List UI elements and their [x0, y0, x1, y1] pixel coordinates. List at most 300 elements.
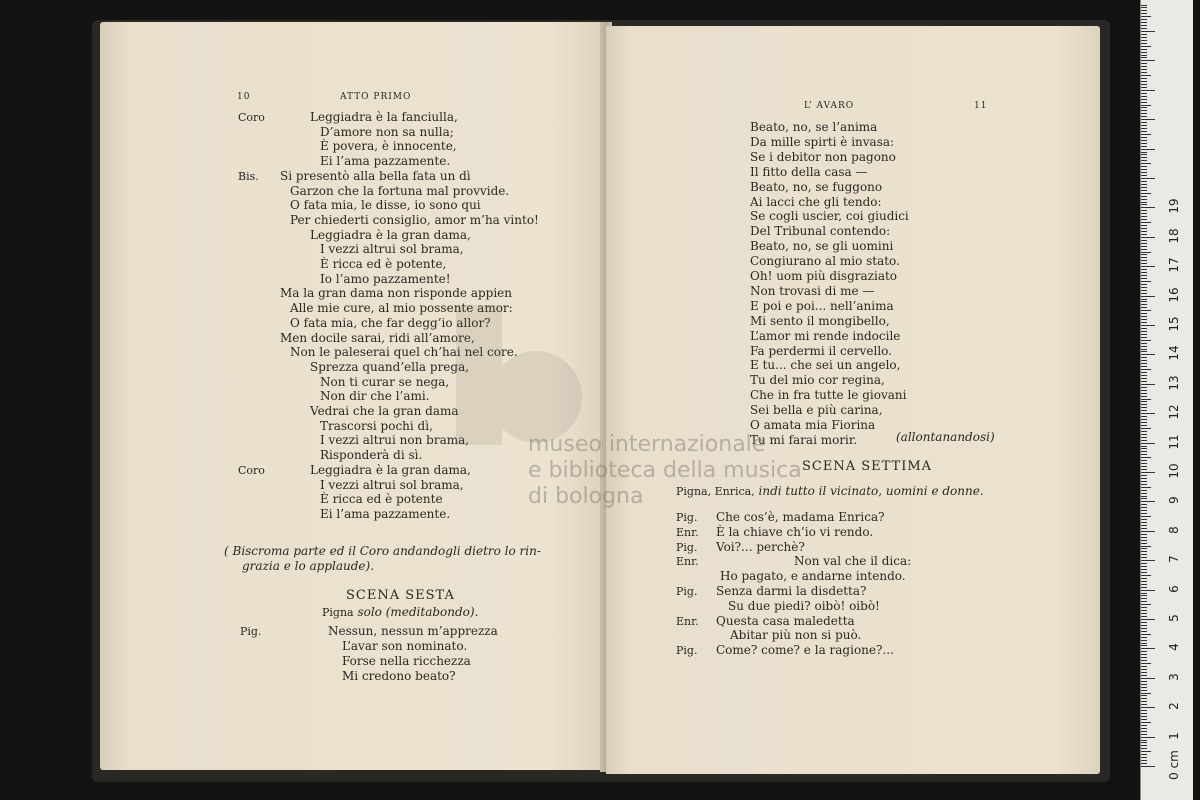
dialogue-line: Questa casa maledetta [716, 613, 855, 628]
ruler-tick [1141, 401, 1147, 402]
ruler-tick [1141, 490, 1147, 491]
dialogue-line: Come? come? e la ragione?... [716, 643, 894, 658]
ruler-tick [1141, 263, 1147, 264]
ruler-tick [1141, 725, 1147, 726]
verse-line: Per chiederti consiglio, amor m’ha vinto! [290, 212, 539, 227]
ruler-tick [1141, 487, 1151, 488]
ruler-tick [1141, 369, 1151, 370]
ruler-tick [1141, 281, 1151, 282]
dialogue-line: Che cos’è, madama Enrica? [716, 510, 885, 524]
ruler-tick [1141, 472, 1155, 473]
verse-line: È ricca ed è potente, [320, 257, 447, 271]
verse-line: Ma la gran dama non risponde appien [280, 286, 513, 301]
ruler-tick [1141, 466, 1147, 467]
ruler-tick [1141, 681, 1147, 682]
speaker-label: Coro [238, 111, 265, 124]
ruler-tick [1141, 590, 1155, 591]
ruler-tick [1141, 669, 1147, 670]
verse-line: Si presentò alla bella fata un dì [280, 168, 471, 183]
ruler-tick [1141, 13, 1147, 14]
ruler-tick [1141, 310, 1151, 311]
ruler-tick [1141, 22, 1147, 23]
ruler-tick [1141, 128, 1147, 129]
verse-line: Leggiadra è la fanciulla, [310, 110, 458, 124]
verse-line: Mi sento il mongibello, [750, 313, 890, 328]
ruler-number: 2 [1167, 702, 1181, 711]
stage-direction: ( Biscroma parte ed il Coro andandogli dietro lo rin- [224, 544, 541, 558]
ruler-tick [1141, 437, 1147, 438]
ruler-tick [1141, 40, 1147, 41]
ruler-tick [1141, 634, 1151, 635]
ruler-tick [1141, 528, 1147, 529]
ruler-tick [1141, 584, 1147, 585]
ruler-tick [1141, 49, 1147, 50]
verse-line: E poi e poi... nell’anima [750, 298, 894, 313]
verse-line: Del Tribunal contendo: [750, 224, 891, 239]
ruler-tick [1141, 431, 1147, 432]
ruler-tick [1141, 63, 1147, 64]
ruler-number: 17 [1167, 257, 1181, 273]
dialogue-line: Non val che il dica: [794, 554, 912, 569]
ruler-tick [1141, 207, 1155, 208]
ruler-tick [1141, 548, 1147, 549]
ruler-tick [1141, 360, 1147, 361]
verse-line: Io l’amo pazzamente! [320, 271, 451, 286]
verse-line: Se i debitor non pagono [750, 149, 896, 164]
ruler-tick [1141, 481, 1147, 482]
ruler-tick [1141, 551, 1147, 552]
ruler-tick [1141, 463, 1147, 464]
verse-line: Non ti curar se nega, [320, 374, 450, 389]
ruler-tick [1141, 469, 1147, 470]
ruler-tick [1141, 554, 1147, 555]
ruler-tick [1141, 110, 1147, 111]
dialogue-line: Mi credono beato? [342, 669, 456, 683]
ruler-tick [1141, 16, 1151, 17]
verse-line: Tu mi farai morir. [750, 432, 858, 447]
ruler-tick [1141, 90, 1155, 91]
ruler-tick [1141, 213, 1147, 214]
ruler-tick [1141, 366, 1147, 367]
stage-direction-allontanandosi: (allontanandosi) [896, 430, 995, 444]
ruler-tick [1141, 695, 1147, 696]
ruler-tick [1141, 184, 1147, 185]
ruler-tick [1141, 69, 1147, 70]
ruler-tick [1141, 581, 1147, 582]
ruler-tick [1141, 240, 1147, 241]
ruler-tick [1141, 716, 1147, 717]
dialogue-line: Voi?... perchè? [716, 539, 805, 554]
ruler-tick [1141, 710, 1147, 711]
ruler-tick [1141, 202, 1147, 203]
ruler-tick [1141, 454, 1147, 455]
ruler-tick [1141, 522, 1147, 523]
scene-title-settima: SCENA SETTIMA [802, 459, 933, 474]
ruler-tick [1141, 337, 1147, 338]
ruler-tick [1141, 357, 1147, 358]
ruler-tick [1141, 493, 1147, 494]
ruler-number: 4 [1167, 643, 1181, 652]
ruler-tick [1141, 237, 1155, 238]
speaker-label: Bis. [238, 169, 259, 183]
speaker-label: Pig. [676, 644, 698, 658]
ruler-tick [1141, 534, 1147, 535]
ruler-tick [1141, 57, 1147, 58]
ruler-number: 11 [1167, 433, 1181, 450]
ruler-tick [1141, 125, 1147, 126]
verse-line: Vedrai che la gran dama [310, 404, 459, 418]
ruler-tick [1141, 496, 1147, 497]
ruler-tick [1141, 390, 1147, 391]
ruler-tick [1141, 290, 1147, 291]
ruler-tick [1141, 566, 1147, 567]
ruler-tick [1141, 607, 1147, 608]
ruler-unit-label: 0 cm [1167, 750, 1181, 780]
ruler-number: 8 [1167, 525, 1181, 534]
ruler-number: 19 [1167, 198, 1181, 215]
ruler-tick [1141, 631, 1147, 632]
ruler-tick [1141, 372, 1147, 373]
ruler-tick [1141, 225, 1147, 226]
ruler-tick [1141, 637, 1147, 638]
ruler-tick [1141, 766, 1155, 767]
ruler-tick [1141, 513, 1147, 514]
ruler-tick [1141, 60, 1155, 61]
verse-line: Beato, no, se fuggono [750, 179, 883, 194]
ruler-tick [1141, 116, 1147, 117]
ruler-number: 15 [1167, 316, 1181, 332]
ruler-tick [1141, 346, 1147, 347]
ruler-tick [1141, 87, 1147, 88]
ruler-tick [1141, 228, 1147, 229]
verse-line: Congiurano al mio stato. [750, 254, 900, 269]
ruler-tick [1141, 537, 1147, 538]
verse-line: Beato, no, se l’anima [750, 120, 878, 134]
ruler-tick [1141, 448, 1147, 449]
ruler-tick [1141, 354, 1155, 355]
ruler-number: 12 [1167, 404, 1181, 420]
verse-line: Alle mie cure, al mio possente amor: [290, 301, 513, 316]
ruler-tick [1141, 266, 1155, 267]
ruler-tick [1141, 748, 1147, 749]
ruler-tick [1141, 193, 1151, 194]
ruler-tick [1141, 734, 1147, 735]
ruler-tick [1141, 384, 1155, 385]
ruler-tick [1141, 625, 1147, 626]
ruler-tick [1141, 34, 1147, 35]
ruler-tick [1141, 672, 1147, 673]
ruler-tick [1141, 399, 1151, 400]
ruler-tick [1141, 684, 1147, 685]
ruler-tick [1141, 498, 1147, 499]
ruler-tick [1141, 102, 1147, 103]
speaker-label: Pig. [676, 540, 698, 554]
ruler-tick [1141, 319, 1147, 320]
right-page-number: 11 [974, 101, 988, 111]
ruler-tick [1141, 284, 1147, 285]
ruler-tick [1141, 675, 1147, 676]
watermark-line-1: museo internazionale [528, 432, 766, 457]
verse-line: O fata mia, che far degg’io allor? [290, 315, 491, 330]
verse-line: Leggiadra è la gran dama, [310, 462, 471, 477]
ruler-tick [1141, 149, 1155, 150]
ruler-tick [1141, 707, 1155, 708]
verse-line: Fa perdermi il cervello. [750, 343, 892, 358]
ruler-number: 14 [1167, 345, 1181, 362]
ruler-tick [1141, 75, 1151, 76]
left-page-number: 10 [237, 92, 251, 102]
ruler-tick [1141, 484, 1147, 485]
ruler-tick [1141, 325, 1155, 326]
ruler-tick [1141, 196, 1147, 197]
ruler-tick [1141, 166, 1147, 167]
ruler-number: 3 [1167, 672, 1181, 681]
ruler-tick [1141, 107, 1147, 108]
ruler-number: 16 [1167, 286, 1181, 303]
ruler-tick [1141, 154, 1147, 155]
ruler-tick [1141, 440, 1147, 441]
ruler-tick [1141, 443, 1155, 444]
ruler-tick [1141, 66, 1147, 67]
ruler-tick [1141, 578, 1147, 579]
left-page [100, 22, 605, 770]
ruler-tick [1141, 645, 1147, 646]
verse-line: È ricca ed è potente [320, 492, 443, 507]
ruler-number: 9 [1167, 496, 1181, 505]
verse-line: È povera, è innocente, [320, 139, 457, 154]
verse-line: O amata mia Fiorina [750, 418, 876, 432]
ruler-number: 7 [1167, 555, 1181, 564]
ruler-tick [1141, 760, 1147, 761]
speaker-label: Pig. [240, 625, 262, 638]
ruler-tick [1141, 304, 1147, 305]
ruler-tick [1141, 375, 1147, 376]
ruler-tick [1141, 178, 1155, 179]
ruler-tick [1141, 690, 1147, 691]
ruler-tick [1141, 628, 1147, 629]
ruler-tick [1141, 613, 1147, 614]
ruler-tick [1141, 84, 1147, 85]
ruler-tick [1141, 181, 1147, 182]
verse-line: L’amor mi rende indocile [750, 328, 901, 343]
ruler-tick [1141, 404, 1147, 405]
right-running-head: L’ AVARO [804, 101, 855, 111]
ruler-number: 10 [1167, 463, 1181, 479]
ruler-tick [1141, 243, 1147, 244]
ruler-tick [1141, 105, 1151, 106]
ruler-tick [1141, 657, 1147, 658]
ruler-tick [1141, 745, 1147, 746]
ruler-number: 6 [1167, 584, 1181, 593]
ruler-tick [1141, 593, 1147, 594]
ruler-tick [1141, 428, 1151, 429]
ruler-tick [1141, 351, 1147, 352]
ruler-tick [1141, 595, 1147, 596]
verse-line: Che in fra tutte le giovani [750, 388, 907, 403]
ruler-tick [1141, 316, 1147, 317]
ruler-tick [1141, 654, 1147, 655]
ruler-tick [1141, 252, 1151, 253]
ruler-tick [1141, 478, 1147, 479]
ruler-tick [1141, 757, 1147, 758]
ruler-tick [1141, 293, 1147, 294]
ruler-tick [1141, 231, 1147, 232]
verse-line: Se cogli uscier, coi giudici [750, 209, 909, 224]
ruler-tick [1141, 446, 1147, 447]
ruler-tick [1141, 140, 1147, 141]
dialogue-line: Nessun, nessun m’apprezza [328, 624, 498, 638]
ruler-tick [1141, 272, 1147, 273]
ruler-tick [1141, 663, 1151, 664]
ruler-tick [1141, 269, 1147, 270]
ruler-number: 18 [1167, 228, 1181, 244]
watermark-line-2: e biblioteca della musica [528, 458, 802, 483]
ruler-tick [1141, 299, 1147, 300]
dialogue-line: Su due piedi? oibò! oibò! [728, 598, 880, 613]
speaker-label: Enr. [676, 555, 699, 569]
ruler-tick [1141, 199, 1147, 200]
ruler-tick [1141, 504, 1147, 505]
ruler-tick [1141, 175, 1147, 176]
ruler-tick [1141, 122, 1147, 123]
scene-subtitle-settima: Pigna, Enrica, indi tutto il vicinato, uomini e donne. [676, 484, 984, 498]
ruler-tick [1141, 501, 1155, 502]
ruler-tick [1141, 246, 1147, 247]
ruler-tick [1141, 381, 1147, 382]
ruler-tick [1141, 31, 1155, 32]
ruler-tick [1141, 5, 1147, 6]
verse-line: Non trovasi di me — [750, 283, 875, 298]
ruler-tick [1141, 754, 1147, 755]
verse-line: I vezzi altrui sol brama, [320, 242, 464, 257]
ruler-tick [1141, 416, 1147, 417]
ruler-tick [1141, 157, 1147, 158]
ruler-tick [1141, 666, 1147, 667]
ruler-tick [1141, 510, 1147, 511]
ruler-tick [1141, 519, 1147, 520]
ruler-tick [1141, 322, 1147, 323]
dialogue-line: Senza darmi la disdetta? [716, 584, 867, 598]
ruler-tick [1141, 569, 1147, 570]
ruler-tick [1141, 648, 1155, 649]
ruler-tick [1141, 160, 1147, 161]
ruler-tick [1141, 222, 1151, 223]
ruler-tick [1141, 737, 1155, 738]
ruler-tick [1141, 419, 1147, 420]
ruler-tick [1141, 525, 1147, 526]
scene-subtitle-sesta: Pigna solo (meditabondo). [322, 605, 479, 619]
ruler-tick [1141, 731, 1147, 732]
ruler-tick [1141, 651, 1147, 652]
ruler-tick [1141, 28, 1147, 29]
ruler-tick [1141, 131, 1147, 132]
ruler-tick [1141, 678, 1155, 679]
ruler-tick [1141, 425, 1147, 426]
verse-line: Beato, no, se gli uomini [750, 239, 894, 254]
verse-line: D’amore non sa nulla; [320, 124, 454, 139]
ruler-tick [1141, 557, 1147, 558]
measurement-ruler [1140, 0, 1193, 800]
ruler-tick [1141, 72, 1147, 73]
ruler-tick [1141, 722, 1151, 723]
ruler-tick [1141, 37, 1147, 38]
dialogue-line: È la chiave ch’io vi rendo. [716, 524, 874, 539]
ruler-tick [1141, 260, 1147, 261]
ruler-tick [1141, 19, 1147, 20]
verse-line: Sei bella e più carina, [750, 403, 883, 418]
ruler-tick [1141, 572, 1147, 573]
dialogue-line: Abitar più non si può. [730, 628, 862, 643]
ruler-tick [1141, 546, 1151, 547]
ruler-tick [1141, 698, 1147, 699]
ruler-tick [1141, 234, 1147, 235]
ruler-tick [1141, 598, 1147, 599]
verse-line: E tu... che sei un angelo, [750, 358, 901, 373]
ruler-tick [1141, 254, 1147, 255]
ruler-tick [1141, 340, 1151, 341]
ruler-tick [1141, 10, 1147, 11]
ruler-tick [1141, 704, 1147, 705]
ruler-tick [1141, 575, 1151, 576]
ruler-tick [1141, 451, 1147, 452]
ruler-tick [1141, 210, 1147, 211]
ruler-tick [1141, 328, 1147, 329]
ruler-number: 13 [1167, 375, 1181, 391]
ruler-tick [1141, 531, 1155, 532]
ruler-tick [1141, 563, 1147, 564]
ruler-tick [1141, 543, 1147, 544]
verse-line: Non le paleserai quel ch’hai nel core. [290, 345, 518, 360]
verse-line: Garzon che la fortuna mal provvide. [290, 183, 510, 198]
ruler-tick [1141, 331, 1147, 332]
ruler-tick [1141, 407, 1147, 408]
ruler-tick [1141, 137, 1147, 138]
ruler-tick [1141, 540, 1147, 541]
ruler-tick [1141, 307, 1147, 308]
ruler-tick [1141, 410, 1147, 411]
ruler-tick [1141, 152, 1147, 153]
ruler-tick [1141, 728, 1147, 729]
ruler-tick [1141, 313, 1147, 314]
right-page [606, 26, 1100, 774]
ruler-tick [1141, 740, 1147, 741]
ruler-tick [1141, 163, 1151, 164]
ruler-tick [1141, 763, 1147, 764]
ruler-tick [1141, 96, 1147, 97]
ruler-tick [1141, 301, 1147, 302]
ruler-tick [1141, 219, 1147, 220]
ruler-tick [1141, 187, 1147, 188]
scene-title-sesta: SCENA SESTA [346, 588, 455, 603]
ruler-tick [1141, 719, 1147, 720]
ruler-tick [1141, 363, 1147, 364]
ruler-tick [1141, 343, 1147, 344]
ruler-tick [1141, 507, 1147, 508]
verse-line: I vezzi altrui sol brama, [320, 477, 464, 492]
ruler-tick [1141, 413, 1155, 414]
ruler-tick [1141, 287, 1147, 288]
ruler-tick [1141, 172, 1147, 173]
verse-line: Men docile sarai, ridi all’amore, [280, 330, 475, 345]
ruler-tick [1141, 143, 1147, 144]
verse-line: Oh! uom più disgraziato [750, 269, 898, 283]
verse-line: Ei l’ama pazzamente. [320, 506, 451, 521]
verse-line: Ai lacci che gli tendo: [750, 194, 882, 209]
dialogue-line: Ho pagato, e andarne intendo. [720, 569, 906, 584]
speaker-label: Enr. [676, 614, 699, 628]
watermark-line-3: di bologna [528, 484, 644, 509]
ruler-tick [1141, 216, 1147, 217]
